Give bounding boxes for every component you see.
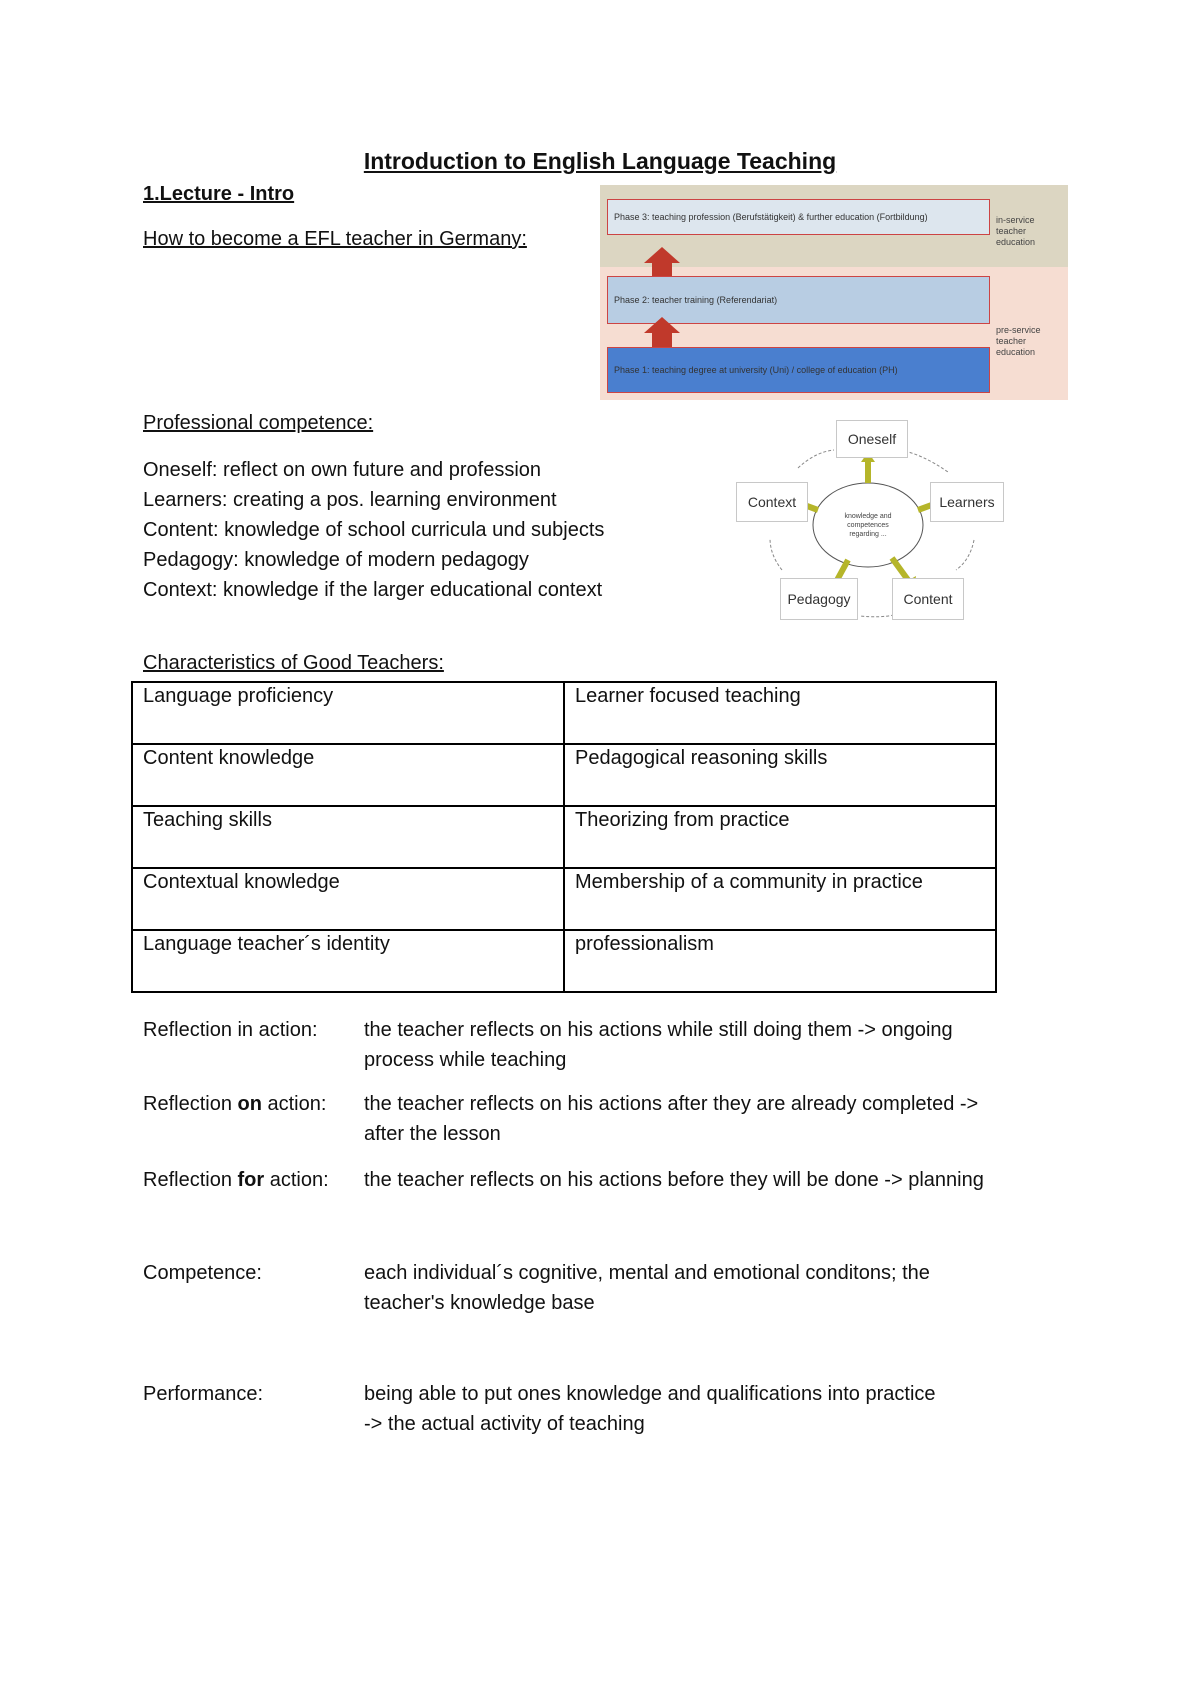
phase-3-box: Phase 3: teaching profession (Berufstätigkeit) & further education (Fortbildung) bbox=[607, 199, 990, 235]
table-row bbox=[132, 682, 996, 744]
pre-service-label: pre-service teacher education bbox=[996, 325, 1041, 357]
phase-2-box: Phase 2: teacher training (Referendariat) bbox=[607, 276, 990, 324]
node-content: Content bbox=[892, 578, 964, 620]
table-row bbox=[132, 806, 996, 868]
competence-item: Pedagogy: knowledge of modern pedagogy bbox=[143, 549, 529, 571]
competence-item: Oneself: reflect on own future and profession bbox=[143, 459, 542, 481]
table-cell: Language teacher´s identity bbox=[132, 930, 564, 992]
table-cell: Pedagogical reasoning skills bbox=[564, 744, 996, 806]
phase-diagram bbox=[600, 185, 1068, 400]
table-cell: professionalism bbox=[564, 930, 996, 992]
table-cell: Contextual knowledge bbox=[132, 868, 564, 930]
competence-def: each individual´s cognitive, mental and emotional conditons; the teacher's knowledge base bbox=[364, 1262, 930, 1314]
performance-term: Performance: bbox=[143, 1383, 264, 1405]
competence-item: Content: knowledge of school curricula und subjects bbox=[143, 519, 605, 541]
node-learners: Learners bbox=[930, 482, 1004, 522]
node-pedagogy: Pedagogy bbox=[780, 578, 858, 620]
reflection-for-term: Reflection for action: bbox=[143, 1169, 329, 1191]
node-oneself: Oneself bbox=[836, 420, 908, 458]
table-cell: Content knowledge bbox=[132, 744, 564, 806]
arrow-up-icon bbox=[644, 317, 680, 347]
table-cell: Theorizing from practice bbox=[564, 806, 996, 868]
competence-term: Competence: bbox=[143, 1262, 262, 1284]
table-cell: Language proficiency bbox=[132, 682, 564, 744]
competence-list bbox=[143, 455, 604, 605]
table-row bbox=[132, 744, 996, 806]
competence-diagram bbox=[730, 420, 1010, 625]
arrow-up-icon bbox=[644, 247, 680, 276]
table-row bbox=[132, 930, 996, 992]
diagram-center-text: knowledge and competences regarding ... bbox=[844, 513, 892, 538]
characteristics-table bbox=[131, 681, 997, 993]
how-heading: How to become a EFL teacher in Germany: bbox=[143, 228, 527, 250]
reflection-on-def: the teacher reflects on his actions after they are already completed -> after the lesson bbox=[364, 1093, 979, 1145]
table-row bbox=[132, 868, 996, 930]
phase-1-box: Phase 1: teaching degree at university (Uni) / college of education (PH) bbox=[607, 347, 990, 393]
competence-item: Context: knowledge if the larger educational context bbox=[143, 579, 603, 601]
table-cell: Membership of a community in practice bbox=[564, 868, 996, 930]
node-context: Context bbox=[736, 482, 808, 522]
performance-def: being able to put ones knowledge and qualifications into practice -> the actual activity of teaching bbox=[364, 1383, 936, 1435]
reflection-for-def: the teacher reflects on his actions before they will be done -> planning bbox=[364, 1169, 984, 1191]
reflection-on-term: Reflection on action: bbox=[143, 1093, 327, 1115]
competence-item: Learners: creating a pos. learning environment bbox=[143, 489, 557, 511]
page-title: Introduction to English Language Teaching bbox=[363, 148, 837, 174]
table-cell: Learner focused teaching bbox=[564, 682, 996, 744]
characteristics-heading: Characteristics of Good Teachers: bbox=[143, 652, 444, 674]
lecture-heading: 1.Lecture - Intro bbox=[143, 183, 295, 205]
competence-heading: Professional competence: bbox=[143, 412, 374, 434]
reflection-in-def: the teacher reflects on his actions while still doing them -> ongoing process while teaching bbox=[364, 1019, 953, 1071]
reflection-in-term: Reflection in action: bbox=[143, 1019, 318, 1041]
in-service-label: in-service teacher education bbox=[996, 215, 1036, 247]
table-cell: Teaching skills bbox=[132, 806, 564, 868]
